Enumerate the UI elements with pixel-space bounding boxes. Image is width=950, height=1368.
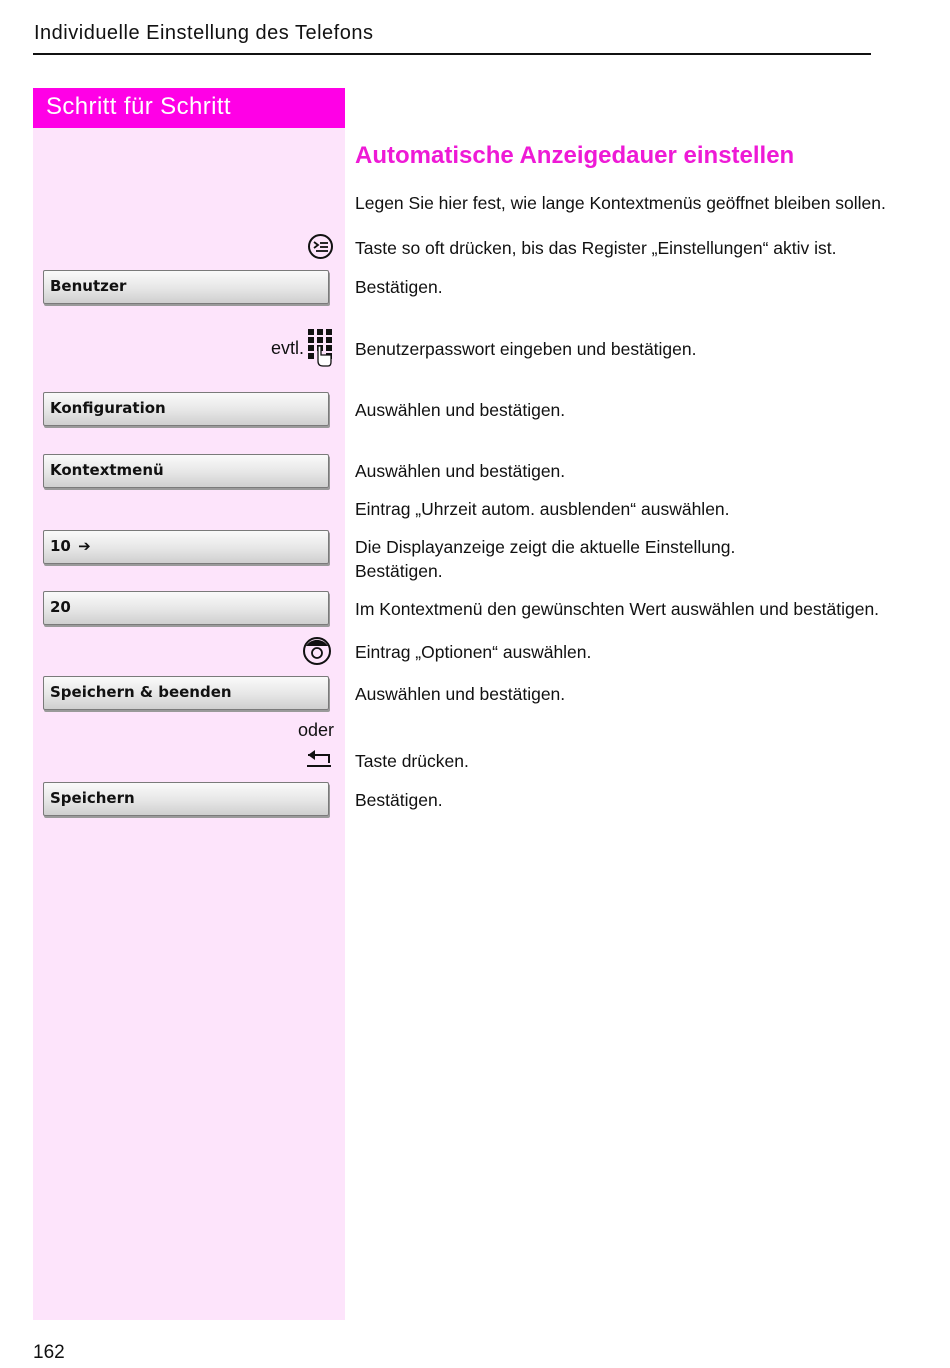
step-display-line2: Bestätigen. — [355, 561, 443, 581]
softkey-benutzer[interactable] — [43, 270, 329, 304]
softkey-value-10[interactable] — [43, 530, 329, 564]
navigation-down-icon — [302, 636, 332, 671]
step-password: Benutzerpasswort eingeben und bestätigen. — [355, 339, 697, 359]
arrow-right-icon: ➔ — [78, 537, 91, 555]
step-display-line1: Die Displayanzeige zeigt die aktuelle Einstellung. — [355, 537, 736, 557]
keypad-icon — [307, 328, 334, 373]
softkey-kontextmenu[interactable] — [43, 454, 329, 488]
oder-label: oder — [298, 720, 335, 740]
softkey-value-10-label: 10 — [50, 537, 71, 555]
step-confirm-1: Bestätigen. — [355, 277, 443, 297]
softkey-kontextmenu-label: Kontextmenü — [50, 461, 164, 479]
header-divider — [33, 53, 871, 55]
intro-text: Legen Sie hier fest, wie lange Kontextmenüs geöffnet bleiben sollen. — [355, 193, 886, 213]
softkey-speichern-beenden[interactable] — [43, 676, 329, 710]
softkey-speichern-beenden-label: Speichern & beenden — [50, 683, 232, 701]
step-select-entry: Eintrag „Uhrzeit autom. ausblenden“ auswählen. — [355, 499, 730, 519]
page-number: 162 — [33, 1342, 65, 1363]
sidebar-title: Schritt für Schritt — [46, 93, 231, 120]
step-press-until: Taste so oft drücken, bis das Register „Einstellungen“ aktiv ist. — [355, 238, 837, 258]
softkey-speichern-label: Speichern — [50, 789, 135, 807]
step-context-value: Im Kontextmenü den gewünschten Wert auswählen und bestätigen. — [355, 599, 880, 619]
sidebar-header — [33, 88, 345, 128]
softkey-konfiguration-label: Konfiguration — [50, 399, 166, 417]
back-key-icon — [305, 747, 333, 774]
softkey-benutzer-label: Benutzer — [50, 277, 127, 295]
softkey-value-20[interactable] — [43, 591, 329, 625]
step-options-entry: Eintrag „Optionen“ auswählen. — [355, 642, 592, 662]
page-header-title: Individuelle Einstellung des Telefons — [34, 22, 374, 44]
step-confirm-2: Bestätigen. — [355, 790, 443, 810]
softkey-konfiguration[interactable] — [43, 392, 329, 426]
step-select-confirm-1: Auswählen und bestätigen. — [355, 400, 566, 420]
step-select-confirm-2: Auswählen und bestätigen. — [355, 461, 566, 481]
evtl-label: evtl. — [271, 338, 305, 358]
section-title: Automatische Anzeigedauer einstellen — [355, 142, 795, 169]
softkey-speichern[interactable] — [43, 782, 329, 816]
step-press-key: Taste drücken. — [355, 751, 469, 771]
softkey-value-20-label: 20 — [50, 598, 71, 616]
menu-key-icon — [307, 233, 334, 265]
step-select-confirm-3: Auswählen und bestätigen. — [355, 684, 566, 704]
